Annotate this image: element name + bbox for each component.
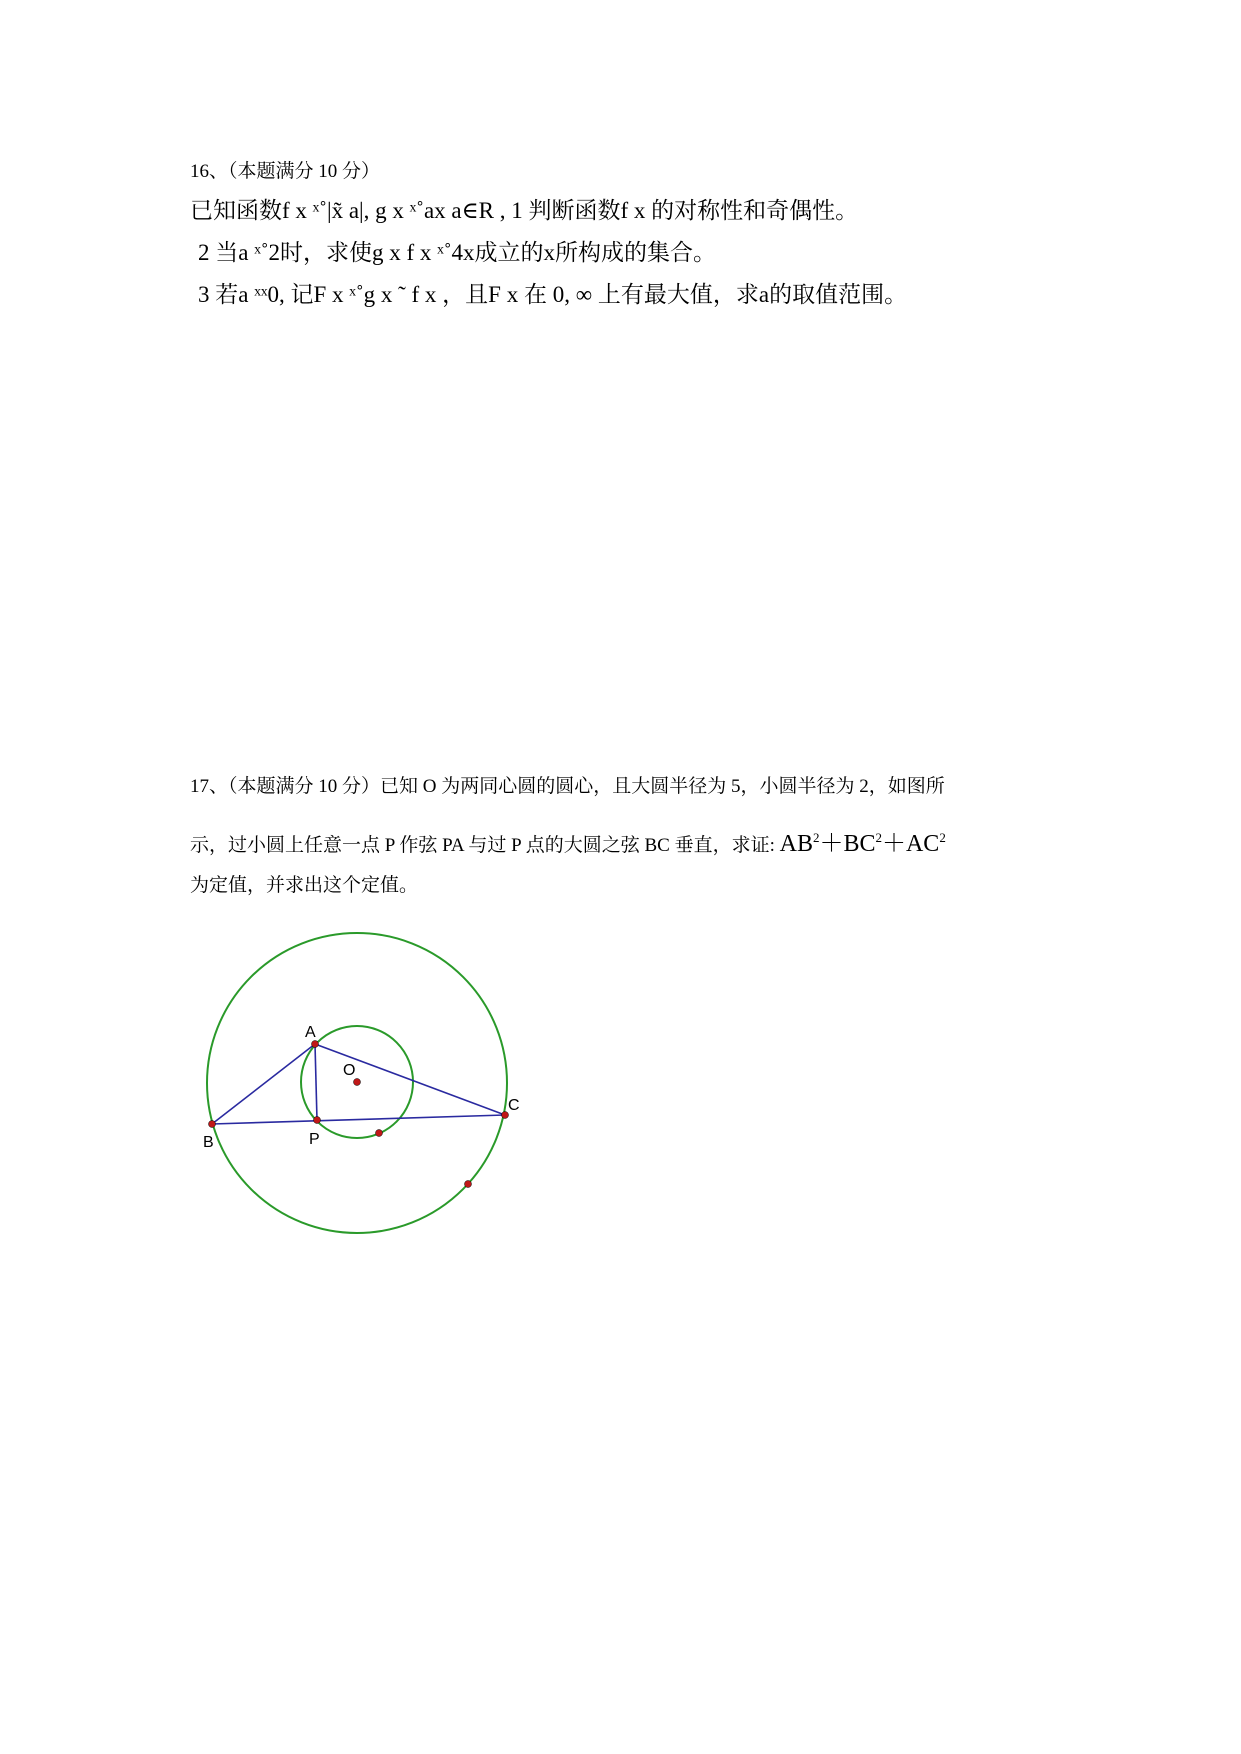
label-c: C [508, 1097, 520, 1114]
point-a [312, 1041, 319, 1048]
q17-line1: 17、（本题满分 10 分）已知 O 为两同心圆的圆心，且大圆半径为 5，小圆半径为 2，如图所 [190, 776, 945, 797]
q16-line1: 已知函数f x ˣ˚|x̃ a|, g x ˣ˚ax a∈R , 1 判断函数f x 的对称性和奇偶性。 [190, 198, 859, 223]
formula-plus-2: ＋ [881, 831, 906, 857]
label-b: B [203, 1134, 214, 1151]
q16-line3: 3 若a ˣˣ0, 记F x ˣ˚g x ˜ f x ，且F x 在 0, ∞ 上有最大值，求a的取值范围。 [198, 282, 908, 307]
formula-exp-3: 2 [939, 830, 946, 845]
segment-bc [212, 1115, 505, 1124]
formula-ac: AC [905, 831, 940, 857]
point-o [354, 1079, 361, 1086]
label-o: O [343, 1062, 356, 1079]
point-small-circle [376, 1130, 383, 1137]
point-large-circle [465, 1181, 472, 1188]
segment-ac [315, 1044, 505, 1115]
formula-bc: BC [843, 831, 876, 857]
formula-ab: AB [779, 831, 813, 857]
segment-ap [315, 1044, 317, 1120]
point-b [209, 1121, 216, 1128]
formula-plus-1: ＋ [819, 831, 844, 857]
label-a: A [305, 1024, 316, 1041]
q16-line2-text: 2 当a ˣ˚2时，求使g x f x ˣ˚4x成立的x所构成的集合。 [198, 240, 716, 265]
point-p [314, 1117, 321, 1124]
formula-exp-2: 2 [875, 830, 882, 845]
q17-line3: 为定值，并求出这个定值。 [190, 875, 419, 896]
formula-exp-1: 2 [812, 830, 820, 845]
q16-header: 16、（本题满分 10 分） [190, 161, 381, 182]
q17-line2-text: 示，过小圆上任意一点 P 作弦 PA 与过 P 点的大圆之弦 BC 垂直，求证: [190, 835, 775, 856]
segment-ab [212, 1044, 315, 1124]
label-p: P [309, 1131, 320, 1148]
